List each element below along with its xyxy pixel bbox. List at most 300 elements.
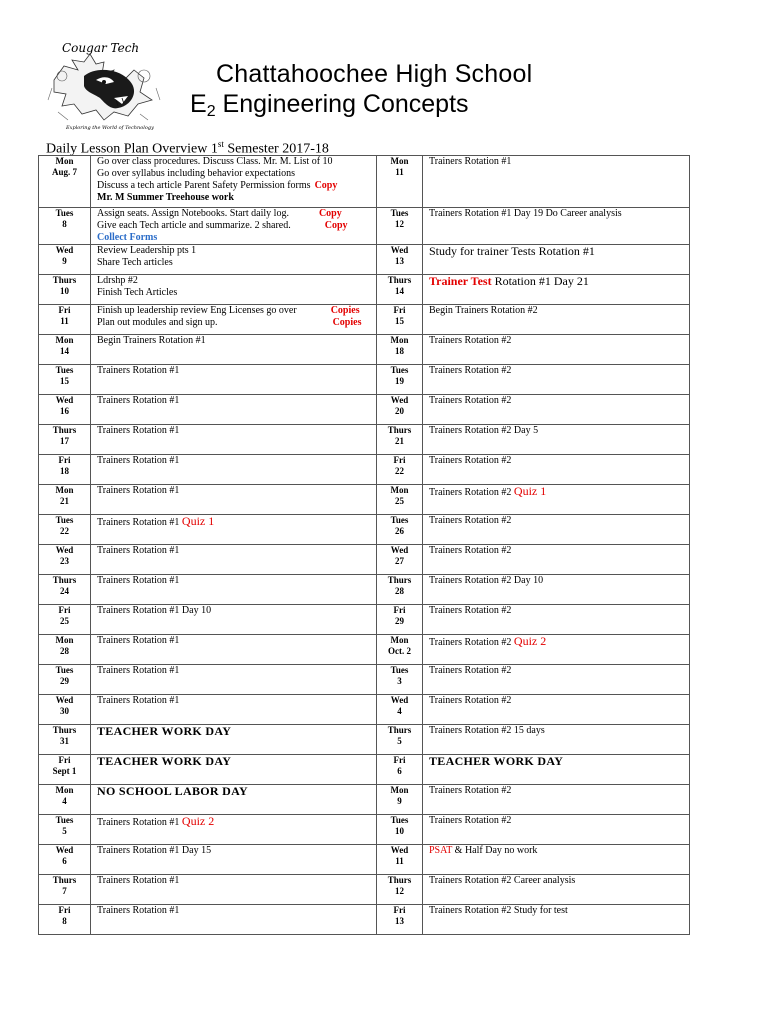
activity-line xyxy=(97,192,376,204)
day-cell xyxy=(39,575,91,605)
school-name: Chattahoochee High School xyxy=(216,60,533,88)
table-row xyxy=(39,755,690,785)
activity-cell xyxy=(91,245,377,275)
day-cell xyxy=(377,485,423,515)
activity-line xyxy=(97,665,376,677)
logo-text: Cougar Tech xyxy=(62,41,140,55)
day-cell xyxy=(39,515,91,545)
activity-text: Trainers Rotation #1 xyxy=(97,635,180,646)
weekday-label: Fri xyxy=(58,905,71,915)
activity-text: Trainers Rotation #2 xyxy=(429,815,512,826)
day-cell xyxy=(39,545,91,575)
weekday-label: Wed xyxy=(390,395,409,405)
activity-cell xyxy=(91,275,377,305)
activity-cell xyxy=(423,905,690,935)
activity-line xyxy=(97,168,376,180)
table-row xyxy=(39,815,690,845)
date-label: 14 xyxy=(60,346,69,356)
day-cell xyxy=(377,905,423,935)
activity-cell xyxy=(91,905,377,935)
activity-cell xyxy=(91,725,377,755)
activity-cell xyxy=(423,635,690,665)
activity-cell xyxy=(423,845,690,875)
date-label: 18 xyxy=(60,466,69,476)
table-row xyxy=(39,305,690,335)
activity-line xyxy=(429,245,689,257)
table-row xyxy=(39,365,690,395)
day-cell xyxy=(377,208,423,245)
activity-cell xyxy=(91,785,377,815)
copy-label: Copies xyxy=(330,305,360,316)
cougar-head-icon xyxy=(44,40,164,132)
date-label: 16 xyxy=(60,406,69,416)
weekday-label: Thurs xyxy=(52,575,77,585)
activity-cell xyxy=(91,605,377,635)
weekday-label: Mon xyxy=(390,485,409,495)
weekday-label: Mon xyxy=(55,635,74,645)
weekday-label: Fri xyxy=(58,305,71,315)
activity-cell xyxy=(423,365,690,395)
activity-text: Rotation #1 Day 21 xyxy=(491,274,589,288)
activity-line xyxy=(97,605,376,617)
weekday-label: Tues xyxy=(55,515,74,525)
activity-text: Trainers Rotation #1 Day 19 Do Career analysis xyxy=(429,208,622,219)
date-label: 25 xyxy=(395,496,404,506)
table-row xyxy=(39,156,690,208)
day-cell xyxy=(377,365,423,395)
activity-line xyxy=(429,755,689,767)
activity-line xyxy=(97,232,376,244)
copy-label: Copy xyxy=(318,208,342,219)
day-cell xyxy=(39,335,91,365)
weekday-label: Mon xyxy=(390,156,409,166)
date-label: 7 xyxy=(62,886,67,896)
weekday-label: Wed xyxy=(390,245,409,255)
weekday-label: Mon xyxy=(55,785,74,795)
day-cell xyxy=(39,845,91,875)
activity-line xyxy=(97,635,376,647)
activity-line xyxy=(97,455,376,467)
day-cell xyxy=(39,755,91,785)
day-cell xyxy=(39,695,91,725)
weekday-label: Wed xyxy=(55,545,74,555)
table-row xyxy=(39,275,690,305)
copy-label: Copy xyxy=(324,220,348,231)
day-cell xyxy=(377,515,423,545)
quiz-label: Quiz 1 xyxy=(181,514,215,528)
activity-text: TEACHER WORK DAY xyxy=(429,754,564,768)
day-cell xyxy=(377,815,423,845)
course-title xyxy=(190,90,469,121)
activity-text: Trainers Rotation #2 Career analysis xyxy=(429,875,576,886)
activity-cell xyxy=(423,275,690,305)
day-cell xyxy=(39,365,91,395)
activity-cell xyxy=(91,515,377,545)
date-label: 20 xyxy=(395,406,404,416)
activity-text: Plan out modules and sign up. xyxy=(97,317,218,328)
quiz-label: Quiz 2 xyxy=(513,634,547,648)
activity-line xyxy=(97,725,376,737)
activity-text: Trainers Rotation #2 15 days xyxy=(429,725,545,736)
activity-text: Ldrshp #2 xyxy=(97,275,138,286)
activity-text: Trainers Rotation #2 xyxy=(429,395,512,406)
date-label: 21 xyxy=(60,496,69,506)
table-row xyxy=(39,575,690,605)
day-cell xyxy=(39,665,91,695)
date-label: 15 xyxy=(60,376,69,386)
date-label: 10 xyxy=(60,286,69,296)
date-label: 17 xyxy=(60,436,69,446)
table-row xyxy=(39,665,690,695)
activity-text: Review Leadership pts 1 xyxy=(97,245,197,256)
activity-line xyxy=(429,725,689,737)
weekday-label: Wed xyxy=(55,695,74,705)
activity-text: Trainers Rotation #1 xyxy=(97,455,180,466)
activity-text: Assign seats. Assign Notebooks. Start daily log. xyxy=(97,208,289,219)
day-cell xyxy=(39,245,91,275)
activity-text: Trainers Rotation #1 xyxy=(97,425,180,436)
activity-text: TEACHER WORK DAY xyxy=(97,724,232,738)
activity-cell xyxy=(423,575,690,605)
weekday-label: Thurs xyxy=(387,275,412,285)
day-cell xyxy=(377,695,423,725)
course-prefix: E xyxy=(190,90,207,118)
weekday-label: Fri xyxy=(393,755,406,765)
activity-cell xyxy=(91,545,377,575)
activity-text: Discuss a tech article Parent Safety Permission forms xyxy=(97,180,311,191)
weekday-label: Wed xyxy=(55,395,74,405)
date-label: 30 xyxy=(60,706,69,716)
activity-cell xyxy=(423,335,690,365)
activity-text: Trainers Rotation #1 xyxy=(97,545,180,556)
day-cell xyxy=(377,575,423,605)
activity-line xyxy=(429,515,689,527)
activity-line xyxy=(97,257,376,269)
activity-line xyxy=(97,287,376,299)
activity-line xyxy=(429,905,689,917)
day-cell xyxy=(377,455,423,485)
activity-text: Go over class procedures. Discuss Class. Mr. M. List of 10 xyxy=(97,156,333,167)
weekday-label: Wed xyxy=(390,695,409,705)
day-cell xyxy=(39,725,91,755)
weekday-label: Wed xyxy=(390,545,409,555)
activity-line xyxy=(429,605,689,617)
table-row xyxy=(39,635,690,665)
activity-text: Trainers Rotation #2 xyxy=(429,637,514,648)
overview-sup: st xyxy=(217,139,224,149)
activity-cell xyxy=(423,785,690,815)
day-cell xyxy=(39,635,91,665)
day-cell xyxy=(377,785,423,815)
day-cell xyxy=(377,875,423,905)
overview-prefix: Daily Lesson Plan Overview 1 xyxy=(46,141,218,157)
activity-text: TEACHER WORK DAY xyxy=(97,754,232,768)
logo-tagline: Exploring the World of Technology xyxy=(66,125,154,131)
activity-line xyxy=(97,485,376,497)
activity-cell xyxy=(423,695,690,725)
activity-cell xyxy=(91,575,377,605)
activity-line xyxy=(429,545,689,557)
date-label: 4 xyxy=(397,706,402,716)
course-rest: Engineering Concepts xyxy=(215,90,469,118)
activity-cell xyxy=(91,875,377,905)
activity-cell xyxy=(91,815,377,845)
activity-cell xyxy=(423,455,690,485)
activity-cell xyxy=(91,665,377,695)
activity-text: Trainers Rotation #2 xyxy=(429,785,512,796)
day-cell xyxy=(39,156,91,208)
activity-cell xyxy=(91,208,377,245)
activity-line xyxy=(97,245,376,257)
activity-line xyxy=(97,395,376,407)
day-cell xyxy=(377,425,423,455)
activity-line xyxy=(97,845,376,857)
activity-text: Trainers Rotation #1 xyxy=(97,695,180,706)
weekday-label: Fri xyxy=(58,455,71,465)
activity-line xyxy=(97,515,376,529)
activity-line xyxy=(97,275,376,287)
activity-text: Trainers Rotation #2 Study for test xyxy=(429,905,568,916)
activity-cell xyxy=(423,605,690,635)
weekday-label: Thurs xyxy=(52,875,77,885)
activity-text: Collect Forms xyxy=(97,232,158,243)
date-label: 9 xyxy=(397,796,402,806)
day-cell xyxy=(39,395,91,425)
activity-text: Trainers Rotation #1 xyxy=(97,875,180,886)
weekday-label: Fri xyxy=(393,905,406,915)
activity-text: Go over syllabus including behavior expectations xyxy=(97,168,296,179)
activity-line xyxy=(429,425,689,437)
weekday-label: Mon xyxy=(55,485,74,495)
activity-line xyxy=(97,156,376,168)
weekday-label: Fri xyxy=(393,605,406,615)
activity-cell xyxy=(91,455,377,485)
date-label: 8 xyxy=(62,219,67,229)
date-label: Aug. 7 xyxy=(51,167,77,177)
activity-text: Trainers Rotation #1 xyxy=(97,485,180,496)
table-row xyxy=(39,485,690,515)
day-cell xyxy=(39,208,91,245)
day-cell xyxy=(377,755,423,785)
table-row xyxy=(39,725,690,755)
activity-cell xyxy=(423,156,690,208)
activity-cell xyxy=(423,485,690,515)
date-label: 22 xyxy=(60,526,69,536)
day-cell xyxy=(377,395,423,425)
activity-line xyxy=(429,305,689,317)
activity-text: Trainers Rotation #2 xyxy=(429,695,512,706)
activity-cell xyxy=(423,725,690,755)
table-row xyxy=(39,395,690,425)
activity-line xyxy=(97,365,376,377)
day-cell xyxy=(39,875,91,905)
activity-text: Study for trainer Tests Rotation #1 xyxy=(429,244,595,258)
date-label: 19 xyxy=(395,376,404,386)
activity-text: Trainers Rotation #2 xyxy=(429,335,512,346)
weekday-label: Thurs xyxy=(387,575,412,585)
activity-line xyxy=(97,220,376,232)
highlight-label: PSAT xyxy=(429,845,453,856)
weekday-label: Tues xyxy=(55,665,74,675)
day-cell xyxy=(377,605,423,635)
activity-cell xyxy=(91,395,377,425)
day-cell xyxy=(39,785,91,815)
activity-line xyxy=(97,905,376,917)
date-label: 11 xyxy=(395,856,404,866)
day-cell xyxy=(39,425,91,455)
day-cell xyxy=(377,275,423,305)
date-label: 27 xyxy=(395,556,404,566)
activity-cell xyxy=(91,635,377,665)
table-row xyxy=(39,335,690,365)
date-label: 29 xyxy=(395,616,404,626)
weekday-label: Mon xyxy=(390,635,409,645)
day-cell xyxy=(39,305,91,335)
weekday-label: Tues xyxy=(55,365,74,375)
activity-text: & Half Day no work xyxy=(452,845,538,856)
activity-line xyxy=(429,455,689,467)
weekday-label: Wed xyxy=(55,845,74,855)
activity-line xyxy=(97,180,376,192)
activity-line xyxy=(97,575,376,587)
activity-cell xyxy=(91,156,377,208)
date-label: 15 xyxy=(395,316,404,326)
activity-line xyxy=(429,665,689,677)
activity-line xyxy=(429,875,689,887)
weekday-label: Mon xyxy=(390,785,409,795)
activity-cell xyxy=(423,425,690,455)
weekday-label: Tues xyxy=(390,515,409,525)
lesson-plan-table xyxy=(38,155,690,935)
activity-cell xyxy=(91,425,377,455)
activity-cell xyxy=(91,845,377,875)
highlight-label: Trainer Test xyxy=(429,274,492,288)
activity-cell xyxy=(91,695,377,725)
activity-line xyxy=(429,395,689,407)
date-label: 28 xyxy=(60,646,69,656)
date-label: 24 xyxy=(60,586,69,596)
activity-cell xyxy=(423,395,690,425)
weekday-label: Tues xyxy=(55,815,74,825)
activity-line xyxy=(97,425,376,437)
weekday-label: Fri xyxy=(393,455,406,465)
activity-line xyxy=(97,755,376,767)
table-row xyxy=(39,455,690,485)
date-label: 25 xyxy=(60,616,69,626)
activity-text: Trainers Rotation #2 xyxy=(429,515,512,526)
course-subscript: 2 xyxy=(206,103,216,120)
copy-label: Copies xyxy=(332,317,362,328)
date-label: 5 xyxy=(397,736,402,746)
day-cell xyxy=(39,905,91,935)
weekday-label: Thurs xyxy=(387,425,412,435)
date-label: 3 xyxy=(397,676,402,686)
activity-cell xyxy=(91,305,377,335)
activity-cell xyxy=(91,485,377,515)
date-label: 14 xyxy=(395,286,404,296)
activity-cell xyxy=(423,208,690,245)
activity-cell xyxy=(423,305,690,335)
date-label: 28 xyxy=(395,586,404,596)
activity-line xyxy=(429,335,689,347)
day-cell xyxy=(377,305,423,335)
date-label: Sept 1 xyxy=(52,766,77,776)
activity-line xyxy=(97,317,376,329)
weekday-label: Mon xyxy=(55,335,74,345)
activity-text: Trainers Rotation #1 xyxy=(97,665,180,676)
date-label: 26 xyxy=(395,526,404,536)
activity-text: Trainers Rotation #1 xyxy=(97,517,182,528)
table-row xyxy=(39,515,690,545)
activity-cell xyxy=(423,545,690,575)
day-cell xyxy=(377,635,423,665)
activity-line xyxy=(97,305,376,317)
date-label: 12 xyxy=(395,219,404,229)
activity-text: Trainers Rotation #2 xyxy=(429,665,512,676)
activity-line xyxy=(429,275,689,287)
table-row xyxy=(39,245,690,275)
activity-text: Finish Tech Articles xyxy=(97,287,178,298)
date-label: 22 xyxy=(395,466,404,476)
date-label: 13 xyxy=(395,916,404,926)
activity-text: Trainers Rotation #2 Day 5 xyxy=(429,425,539,436)
activity-line xyxy=(429,635,689,649)
activity-line xyxy=(429,365,689,377)
date-label: 21 xyxy=(395,436,404,446)
activity-cell xyxy=(91,365,377,395)
weekday-label: Tues xyxy=(390,665,409,675)
weekday-label: Wed xyxy=(55,245,74,255)
activity-text: Trainers Rotation #1 xyxy=(97,365,180,376)
day-cell xyxy=(39,455,91,485)
activity-cell xyxy=(423,815,690,845)
activity-text: Share Tech articles xyxy=(97,257,173,268)
activity-text: Trainers Rotation #2 Day 10 xyxy=(429,575,544,586)
date-label: 31 xyxy=(60,736,69,746)
date-label: 6 xyxy=(62,856,67,866)
activity-cell xyxy=(91,755,377,785)
activity-line xyxy=(429,815,689,827)
date-label: 4 xyxy=(62,796,67,806)
date-label: 23 xyxy=(60,556,69,566)
day-cell xyxy=(39,605,91,635)
activity-text: Give each Tech article and summarize. 2 shared. xyxy=(97,220,291,231)
activity-cell xyxy=(423,875,690,905)
weekday-label: Thurs xyxy=(52,725,77,735)
date-label: 18 xyxy=(395,346,404,356)
quiz-label: Quiz 1 xyxy=(513,484,547,498)
date-label: 9 xyxy=(62,256,67,266)
activity-text: NO SCHOOL LABOR DAY xyxy=(97,784,248,798)
date-label: 10 xyxy=(395,826,404,836)
activity-cell xyxy=(423,755,690,785)
day-cell xyxy=(377,245,423,275)
weekday-label: Tues xyxy=(390,208,409,218)
activity-text: Finish up leadership review Eng Licenses go over xyxy=(97,305,297,316)
weekday-label: Thurs xyxy=(52,425,77,435)
activity-line xyxy=(97,335,376,347)
date-label: 11 xyxy=(395,167,404,177)
date-label: 11 xyxy=(60,316,69,326)
activity-line xyxy=(429,208,689,220)
weekday-label: Fri xyxy=(393,305,406,315)
activity-cell xyxy=(423,665,690,695)
date-label: 8 xyxy=(62,916,67,926)
weekday-label: Tues xyxy=(55,208,74,218)
activity-text: Trainers Rotation #2 xyxy=(429,605,512,616)
activity-text: Trainers Rotation #2 xyxy=(429,487,514,498)
weekday-label: Tues xyxy=(390,365,409,375)
